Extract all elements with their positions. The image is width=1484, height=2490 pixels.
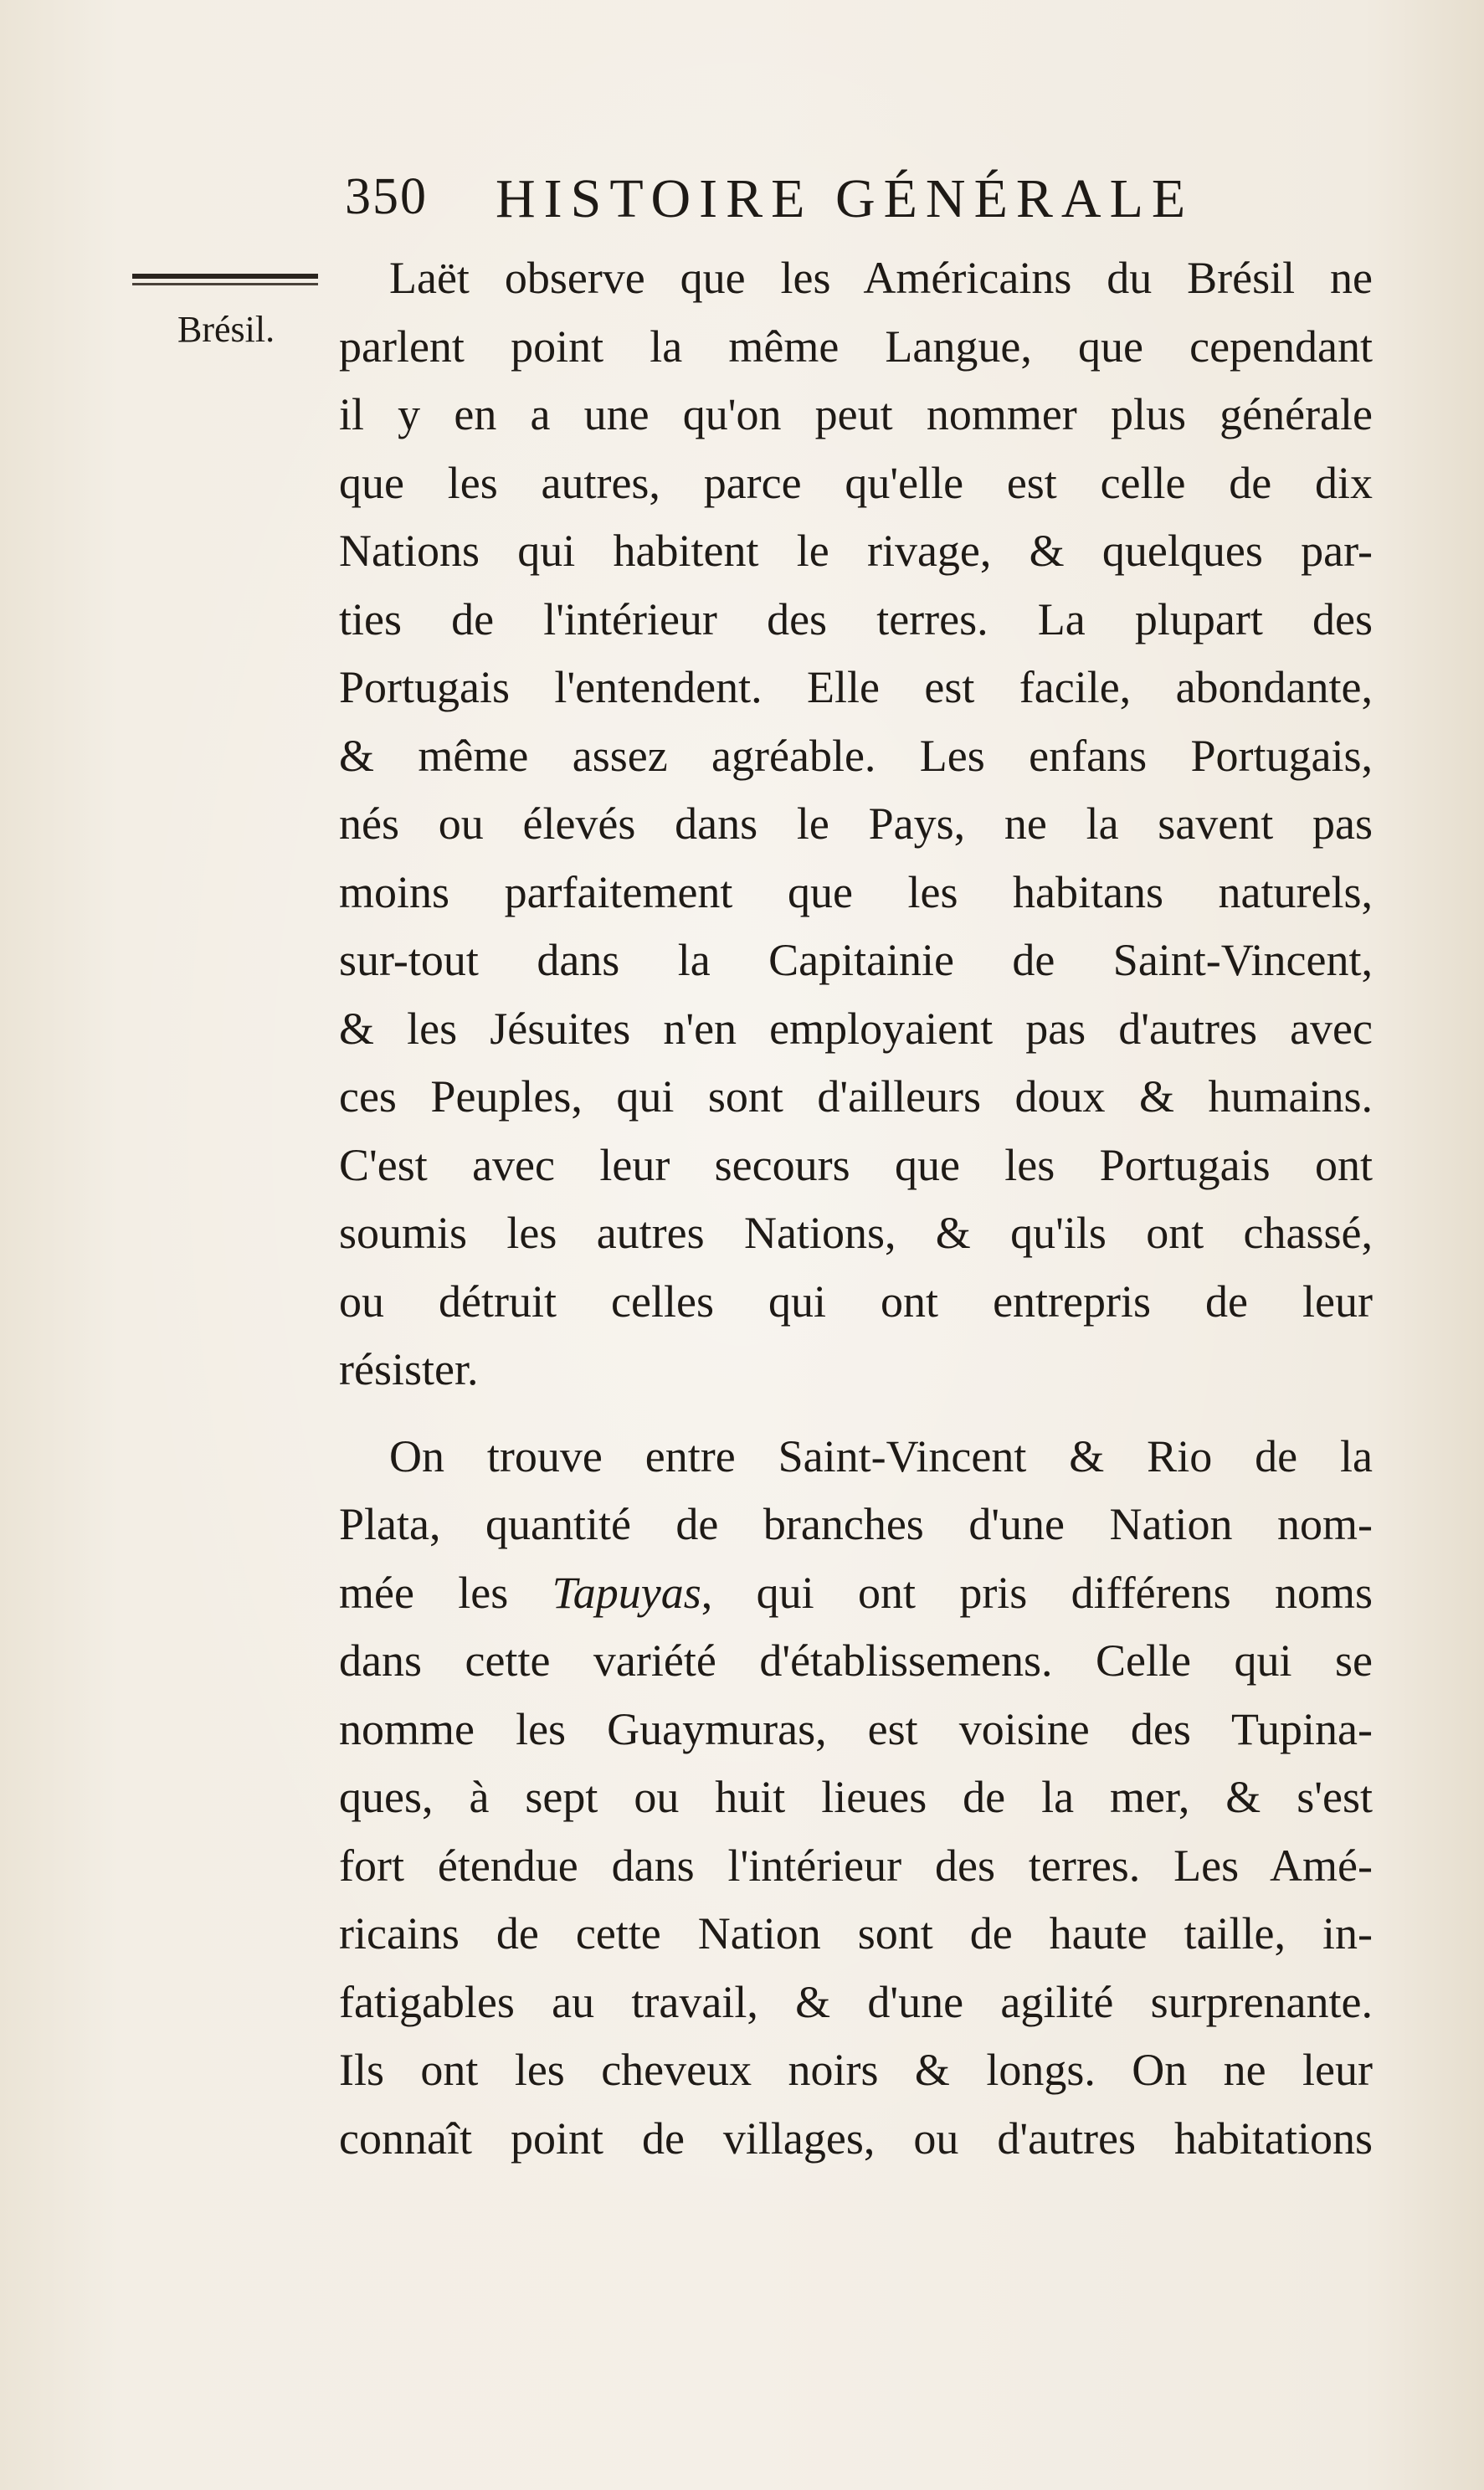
text-line: ricains de cette Nation sont de haute taille, in- bbox=[339, 1908, 1373, 1959]
text-line: Ils ont les cheveux noirs & longs. On ne leur bbox=[339, 2045, 1373, 2095]
italic-term: Tapuyas bbox=[552, 1567, 701, 1618]
page-header bbox=[345, 167, 1349, 234]
text-line: ties de l'intérieur des terres. La plupart des bbox=[339, 593, 1373, 644]
body-text bbox=[339, 244, 1373, 2173]
text-line: ces Peuples, qui sont d'ailleurs doux & humains. bbox=[339, 1071, 1373, 1122]
text-line: il y en a une qu'on peut nommer plus générale bbox=[339, 389, 1373, 439]
text-line: fort étendue dans l'intérieur des terres. Les Amé- bbox=[339, 1840, 1373, 1891]
text-line: C'est avec leur secours que les Portugais ont bbox=[339, 1139, 1373, 1190]
text-line: connaît point de villages, ou d'autres habitations bbox=[339, 2113, 1373, 2164]
text-line: Nations qui habitent le rivage, & quelques par- bbox=[339, 526, 1373, 576]
text-line: & même assez agréable. Les enfans Portugais, bbox=[339, 730, 1373, 781]
text-line: moins parfaitement que les habitans naturels, bbox=[339, 866, 1373, 917]
text-line: soumis les autres Nations, & qu'ils ont chassé, bbox=[339, 1208, 1373, 1258]
margin-note: Brésil. bbox=[177, 309, 275, 350]
text-line bbox=[339, 1559, 1373, 1628]
text-line: On trouve entre Saint-Vincent & Rio de la bbox=[389, 1430, 1373, 1481]
text-line: fatigables au travail, & d'une agilité surprenante. bbox=[339, 1976, 1373, 2027]
page-number: 350 bbox=[345, 168, 428, 225]
text-line: que les autres, parce qu'elle est celle de dix bbox=[339, 457, 1373, 508]
text-line: Plata, quantité de branches d'une Nation nom- bbox=[339, 1499, 1373, 1549]
text-fragment: , qui ont pris différens noms bbox=[701, 1567, 1373, 1618]
margin-rule bbox=[132, 274, 318, 285]
paragraph-gap bbox=[339, 1404, 1373, 1423]
text-line: sur-tout dans la Capitainie de Saint-Vincent, bbox=[339, 935, 1373, 985]
text-line: résister. bbox=[339, 1344, 479, 1394]
text-line: dans cette variété d'établissemens. Celle qui se bbox=[339, 1635, 1373, 1686]
text-line: ou détruit celles qui ont entrepris de leur bbox=[339, 1276, 1373, 1327]
text-line: Portugais l'entendent. Elle est facile, abondante, bbox=[339, 662, 1373, 712]
text-line: nés ou élevés dans le Pays, ne la savent pas bbox=[339, 798, 1373, 849]
text-line: Laët observe que les Américains du Brésil ne bbox=[389, 253, 1373, 303]
text-line: parlent point la même Langue, que cependant bbox=[339, 321, 1373, 372]
text-line: & les Jésuites n'en employaient pas d'autres avec bbox=[339, 1003, 1373, 1054]
running-title: HISTOIRE GÉNÉRALE bbox=[496, 168, 1194, 229]
text-line: nomme les Guaymuras, est voisine des Tupina- bbox=[339, 1703, 1373, 1754]
text-fragment: mée les bbox=[339, 1567, 552, 1618]
text-line: ques, à sept ou huit lieues de la mer, & s'est bbox=[339, 1772, 1373, 1822]
